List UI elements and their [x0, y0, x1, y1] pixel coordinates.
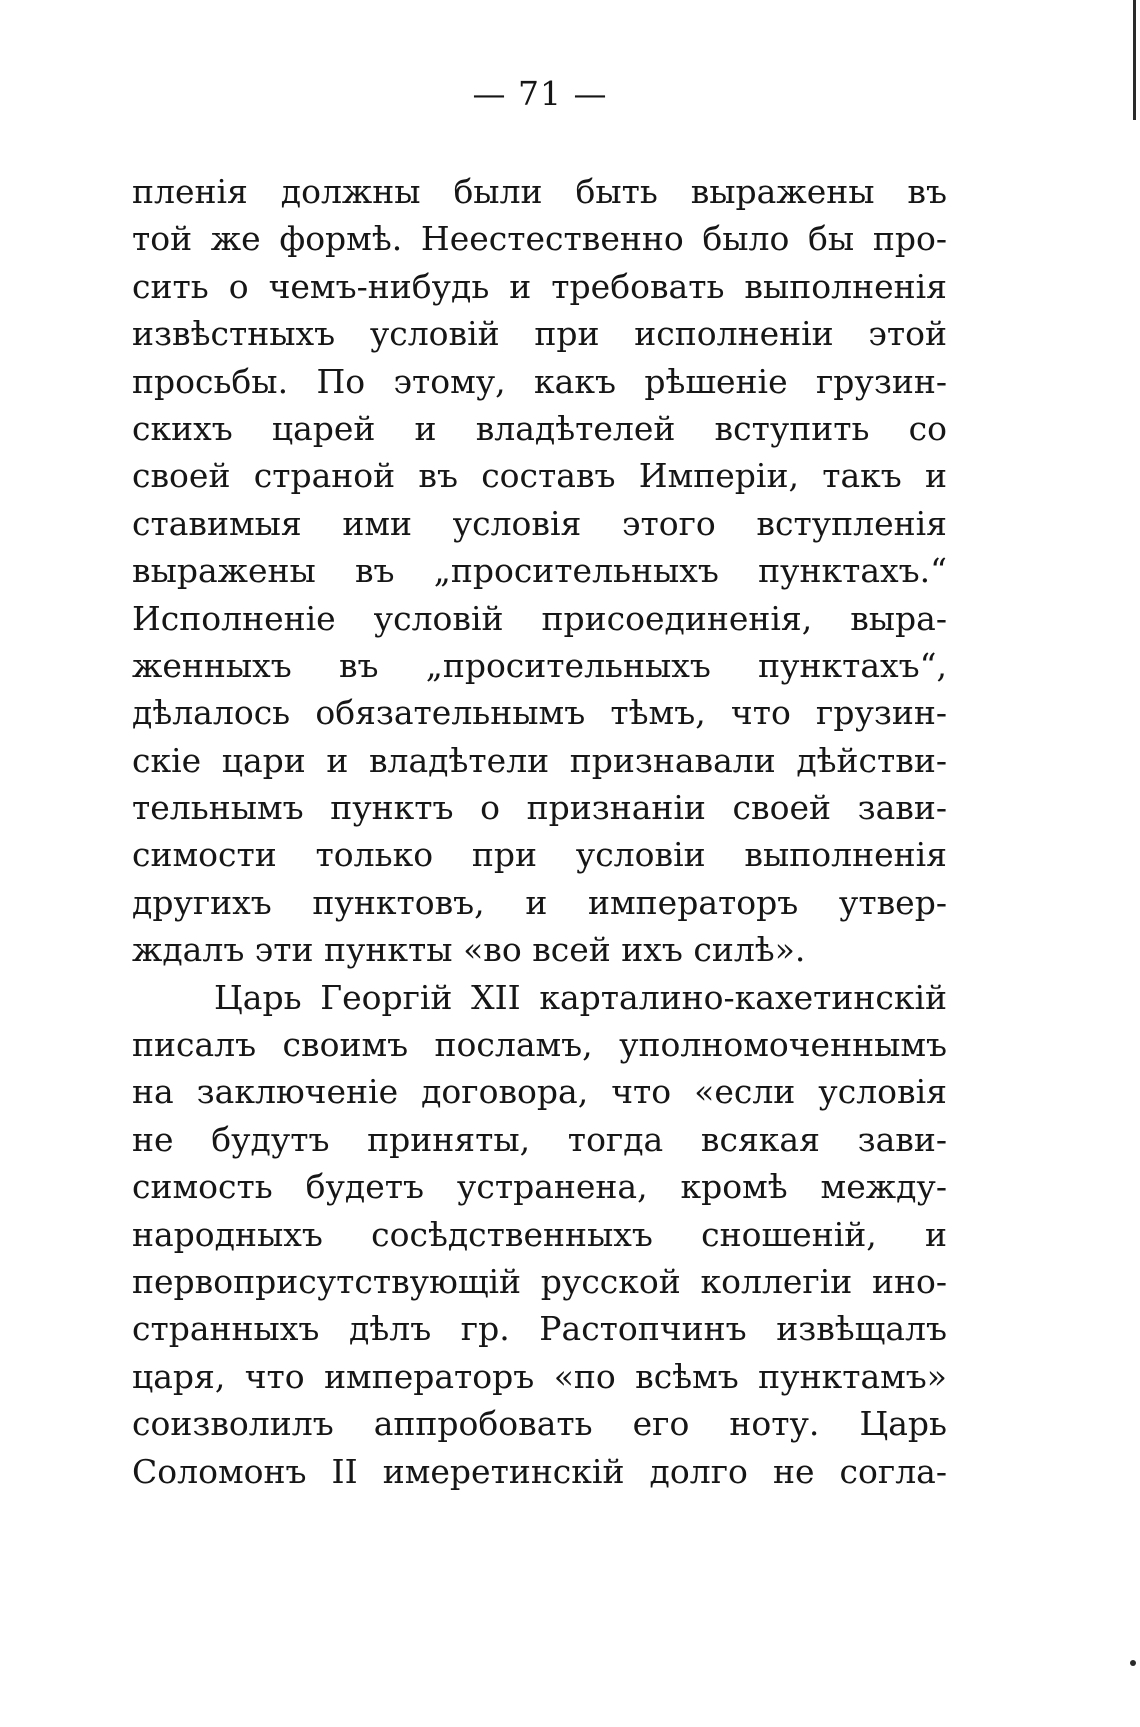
text-line: писалъ своимъ посламъ, уполномоченнымъ	[132, 1025, 947, 1065]
paragraph-end-line: ждалъ эти пункты «во всей ихъ силѣ».	[132, 930, 806, 970]
text-line: не будутъ приняты, тогда всякая зави-	[132, 1119, 947, 1159]
text-line: странныхъ дѣлъ гр. Растопчинъ извѣщалъ	[132, 1309, 947, 1349]
text-line: пленія должны были быть выражены въ	[132, 172, 947, 211]
text-line: Соломонъ II имеретинскій долго не согла-	[132, 1451, 947, 1491]
text-line: соизволилъ аппробовать его ноту. Царь	[132, 1404, 947, 1444]
body-text	[132, 168, 947, 1495]
text-line: сить о чемъ-нибудь и требовать выполненія	[132, 266, 947, 306]
text-line: тельнымъ пунктъ о признаніи своей зави-	[132, 788, 947, 828]
text-line: своей страной въ составъ Имперіи, такъ и	[132, 456, 947, 496]
text-line: симости только при условіи выполненія	[132, 835, 947, 875]
text-line: первоприсутствующій русской коллегіи ино-	[132, 1261, 947, 1301]
scan-edge-mark	[1130, 1660, 1136, 1666]
scan-edge-rule	[1133, 0, 1136, 120]
text-line: народныхъ сосѣдственныхъ сношеній, и	[132, 1214, 947, 1254]
paragraph-start-line: Царь Георгій XII карталино-кахетинскій	[214, 977, 947, 1017]
page-number: — 71 —	[472, 74, 608, 113]
text-line: женныхъ въ „просительныхъ пунктахъ“,	[132, 645, 947, 685]
text-line: выражены въ „просительныхъ пунктахъ.“	[132, 551, 947, 591]
text-line: дѣлалось обязательнымъ тѣмъ, что грузин-	[132, 693, 947, 733]
text-line: ставимыя ими условія этого вступленія	[132, 503, 947, 543]
text-line: симость будетъ устранена, кромѣ между-	[132, 1167, 947, 1207]
text-line: извѣстныхъ условій при исполненіи этой	[132, 314, 947, 354]
text-line: другихъ пунктовъ, и императоръ утвер-	[132, 882, 947, 922]
text-line: скіе цари и владѣтели признавали дѣйстви-	[132, 740, 947, 780]
text-line: скихъ царей и владѣтелей вступить со	[132, 408, 947, 448]
text-line: царя, что императоръ «по всѣмъ пунктамъ»	[132, 1356, 947, 1396]
text-line: просьбы. По этому, какъ рѣшеніе грузин-	[132, 361, 947, 401]
text-line: на заключеніе договора, что «если условія	[132, 1072, 947, 1112]
text-line: той же формѣ. Неестественно было бы про-	[132, 219, 947, 259]
text-line: Исполненіе условій присоединенія, выра-	[132, 598, 947, 638]
